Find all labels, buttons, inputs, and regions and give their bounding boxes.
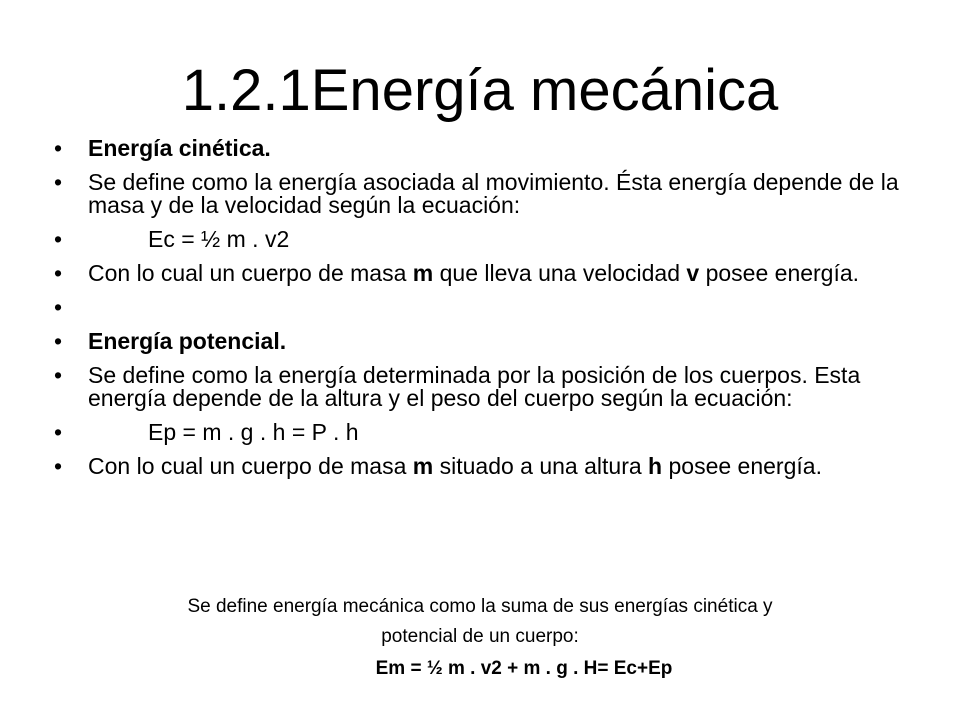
text-part: situado a una altura: [433, 453, 649, 479]
text-part: Con lo cual un cuerpo de masa: [88, 453, 413, 479]
bullet-potential-heading: [48, 330, 908, 353]
mass-symbol: m: [412, 453, 434, 479]
bullet-kinetic-heading: [48, 137, 908, 160]
bullet-kinetic-definition: [48, 171, 908, 217]
bullet-empty: [48, 296, 908, 319]
text-part: que lleva una velocidad: [433, 260, 687, 286]
bullet-text: Energía potencial.: [88, 328, 287, 354]
text-part: posee energía.: [662, 453, 822, 479]
bullet-text: Energía cinética.: [88, 135, 271, 161]
text-part: posee energía.: [699, 260, 860, 286]
bullet-potential-definition: [48, 364, 908, 410]
bullet-text: Se define como la energía determinada por la posición de los cuerpos. Esta energía depende de la altura y el peso del cuerpo según la ecuación:: [88, 362, 861, 411]
bullet-text: [88, 453, 822, 479]
bullet-potential-formula: [48, 421, 908, 444]
summary-line-2: potencial de un cuerpo:: [381, 626, 579, 647]
bullet-text: Se define como la energía asociada al movimiento. Ésta energía depende de la masa y de la velocidad según la ecuación:: [88, 169, 899, 218]
text-part: Con lo cual un cuerpo de masa: [88, 260, 413, 286]
mechanical-energy-summary: [0, 592, 960, 684]
bullet-text: [88, 260, 859, 286]
bullet-potential-conclusion: [48, 455, 908, 478]
velocity-symbol: v: [686, 260, 700, 286]
summary-line-1: Se define energía mecánica como la suma de sus energías cinética y: [187, 596, 773, 617]
bullet-kinetic-conclusion: [48, 262, 908, 285]
height-symbol: h: [648, 453, 663, 479]
mass-symbol: m: [412, 260, 434, 286]
bullet-kinetic-formula: [48, 228, 908, 251]
potential-formula: Ep = m . g . h = P . h: [148, 419, 359, 445]
bullet-list: [48, 137, 908, 489]
mechanical-energy-equation: Em = ½ m . v2 + m . g . H= Ec+Ep: [375, 658, 673, 679]
kinetic-formula: Ec = ½ m . v2: [148, 226, 290, 252]
slide-title: 1.2.1Energía mecánica: [181, 58, 779, 123]
